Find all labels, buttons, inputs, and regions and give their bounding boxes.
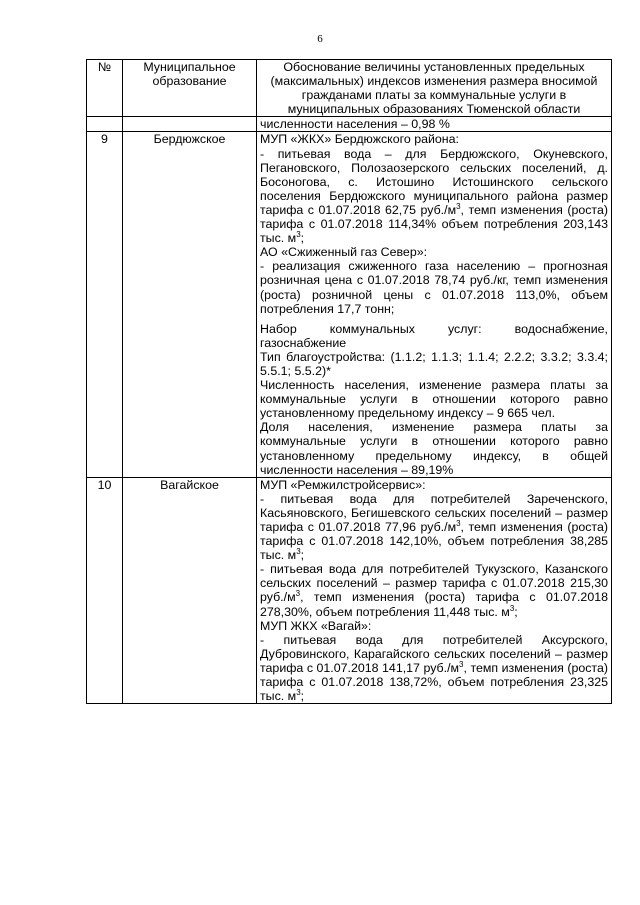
continuation-municipality-cell xyxy=(123,117,257,132)
population-share-paragraph: Доля населения, изменение размера платы за коммунальные услуги в отношении которого равно установленному предельному индексу, в общей численности населения – 89,19% xyxy=(260,420,608,477)
continuation-text: численности населения – 0,98 % xyxy=(257,117,612,132)
table-row xyxy=(87,132,612,477)
tariff-paragraph: - питьевая вода – для Бердюжского, Окуневского, Пегановского, Полозаозерского сельских поселений, д. Босоногова, с. Истошино Истошинского сельского поселения Бердюжского муниципального района размер тарифа с 01.07.2018 62,75 $руб./м^3$, темп изменения (роста) тарифа с 01.07.2018 114,34% объем потребления 203,143 тыс. $м^3$; xyxy=(260,146,608,246)
organization-heading: МУП «Ремжилстройсервис»: xyxy=(260,477,426,492)
table-header-row xyxy=(87,60,612,117)
row-number: 9 xyxy=(87,132,123,477)
organization-heading: МУП ЖКХ «Вагай»: xyxy=(260,618,372,633)
services-set-paragraph: Набор коммунальных услуг: водоснабжение, газоснабжение xyxy=(260,321,608,350)
organization-heading: АО «Сжиженный газ Север»: xyxy=(260,245,428,260)
row-number: 10 xyxy=(87,477,123,704)
tariff-justification-table xyxy=(86,59,612,704)
tariff-paragraph: - питьевая вода для потребителей Аксурского, Дубровинского, Карагайского сельских поселений – размер тарифа с 01.07.2018 141,17 $руб./м^3$, темп изменения (роста) тарифа с 01.07.2018 138,72%, объем потребления 23,325 тыс. $м^3$; xyxy=(260,632,608,704)
tariff-paragraph: - питьевая вода для потребителей Тукузского, Казанского сельских поселений – размер тарифа с 01.07.2018 215,30 $руб./м^3$, темп изменения (роста) тарифа с 01.07.2018 278,30%, объем потребления 11,448 тыс. $м^3$; xyxy=(260,562,608,619)
header-number: № xyxy=(87,60,123,117)
page-number: 6 xyxy=(317,33,323,45)
municipality-name: Вагайское xyxy=(123,477,257,704)
continuation-row xyxy=(87,117,612,132)
municipality-name: Бердюжское xyxy=(123,132,257,477)
table-row xyxy=(87,477,612,704)
organization-heading: МУП «ЖКХ» Бердюжского района: xyxy=(260,132,459,147)
improvement-type-paragraph: Тип благоустройства: (1.1.2; 1.1.3; 1.1.4; 2.2.2; 3.3.2; 3.3.4; 5.5.1; 5.5.2)* xyxy=(260,349,608,378)
continuation-num-cell xyxy=(87,117,123,132)
justification-cell xyxy=(257,132,612,477)
tariff-paragraph: - реализация сжиженного газа населению – прогнозная розничная цена с 01.07.2018 78,74 руб./кг, темп изменения (роста) розничной цены с 01.07.2018 113,0%, объем потребления 17,7 тонн; xyxy=(260,259,608,316)
justification-cell xyxy=(257,477,612,704)
population-count-paragraph: Численность населения, изменение размера платы за коммунальные услуги в отношении которого равно установленному предельному индексу – 9 665 чел. xyxy=(260,378,608,421)
header-justification: Обоснование величины установленных предельных (максимальных) индексов изменения размера вносимой гражданами платы за коммунальные услуги в муниципальных образованиях Тюменской области xyxy=(257,60,612,117)
tariff-paragraph: - питьевая вода для потребителей Зареченского, Касьяновского, Бегишевского сельских поселений – размер тарифа с 01.07.2018 77,96 $руб./м^3$, темп изменения (роста) тарифа с 01.07.2018 142,10%, объем потребления 38,285 тыс. $м^3$; xyxy=(260,491,608,563)
header-municipality: Муниципальное образование xyxy=(123,60,257,117)
